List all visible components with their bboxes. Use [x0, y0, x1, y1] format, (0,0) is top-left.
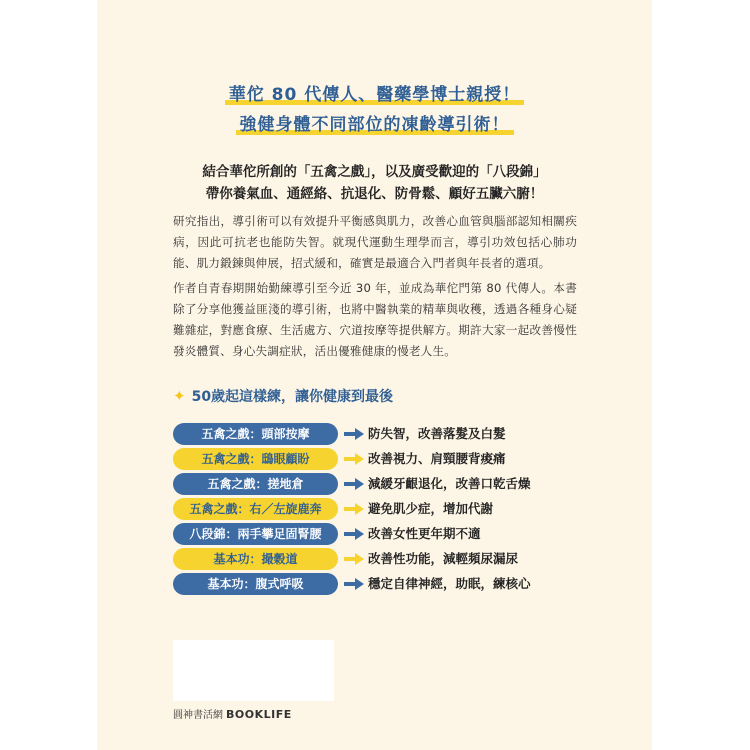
- exercise-name-pill: 基本功：撮穀道: [173, 548, 338, 570]
- arrow-right-icon: [344, 428, 364, 440]
- exercise-name-pill: 八段錦：兩手攀足固腎腰: [173, 523, 338, 545]
- section-title: 50歲起這樣練，讓你健康到最後: [191, 389, 394, 405]
- sparkle-icon: ✦: [173, 387, 186, 405]
- exercise-row: [173, 423, 593, 445]
- publisher-name: 圓神書活網: [173, 710, 223, 721]
- back-cover: [97, 0, 652, 750]
- headline-line-2: [97, 110, 652, 137]
- exercise-row: [173, 498, 593, 520]
- exercise-row: [173, 448, 593, 470]
- headline-line-1: [97, 80, 652, 107]
- exercise-benefit: 避免肌少症，增加代謝: [368, 501, 494, 516]
- exercise-benefit: 改善性功能，減輕頻尿漏尿: [368, 551, 519, 566]
- headline-line-1-text: 華佗 80 代傳人、醫藥學博士親授！: [225, 80, 525, 107]
- exercise-name-pill: 五禽之戲：頭部按摩: [173, 423, 338, 445]
- exercise-benefit: 改善女性更年期不適: [368, 526, 481, 541]
- arrow-right-icon: [344, 503, 364, 515]
- headline-line-2-text: 強健身體不同部位的凍齡導引術！: [236, 110, 514, 137]
- body-paragraph-2: 作者自青春期開始勤練導引至今近 30 年，並成為華佗門第 80 代傳人。本書除了分享他獲益匪淺的導引術，也將中醫執業的精華與收穫，透過各種身心疑難雜症，對應食療、生活處方、穴道按摩等提供解方。期許大家一起改善慢性發炎體質、身心失調症狀，活出優雅健康的慢老人生。: [173, 281, 577, 358]
- arrow-right-icon: [344, 578, 364, 590]
- arrow-right-icon: [344, 478, 364, 490]
- exercise-name-pill: 基本功：腹式呼吸: [173, 573, 338, 595]
- exercise-row: [173, 548, 593, 570]
- exercise-benefit: 減緩牙齦退化，改善口乾舌燥: [368, 476, 531, 491]
- exercise-row: [173, 473, 593, 495]
- exercise-benefit: 穩定自律神經，助眠，練核心: [368, 576, 531, 591]
- subheadline-line-1: 結合華佗所創的「五禽之戲」，以及廣受歡迎的「八段錦」: [202, 164, 547, 180]
- body-paragraph-1: 研究指出，導引術可以有效提升平衡感與肌力，改善心血管與腦部認知相關疾病，因此可抗老也能防失智。就現代運動生理學而言，導引功效包括心肺功能、肌力鍛鍊與伸展，招式緩和，確實是最適合入門者與年長者的選項。: [173, 214, 577, 270]
- arrow-right-icon: [344, 528, 364, 540]
- subheadline-line-2: 帶你養氣血、通經絡、抗退化、防骨鬆、顧好五臟六腑！: [205, 186, 544, 202]
- exercise-row: [173, 573, 593, 595]
- exercise-row: [173, 523, 593, 545]
- barcode-area: [173, 640, 334, 701]
- publisher-footer: [173, 706, 292, 721]
- arrow-right-icon: [344, 553, 364, 565]
- exercise-name-pill: 五禽之戲：鴟眼顧盼: [173, 448, 338, 470]
- booklife-logo: BOOKLIFE: [226, 708, 292, 721]
- exercise-benefit: 防失智，改善落髮及白髮: [368, 426, 506, 441]
- exercise-name-pill: 五禽之戲：右／左旋鹿奔: [173, 498, 338, 520]
- exercise-benefit: 改善視力、肩頸腰背痠痛: [368, 451, 506, 466]
- exercise-name-pill: 五禽之戲：搓地倉: [173, 473, 338, 495]
- section-heading: [173, 386, 393, 406]
- arrow-right-icon: [344, 453, 364, 465]
